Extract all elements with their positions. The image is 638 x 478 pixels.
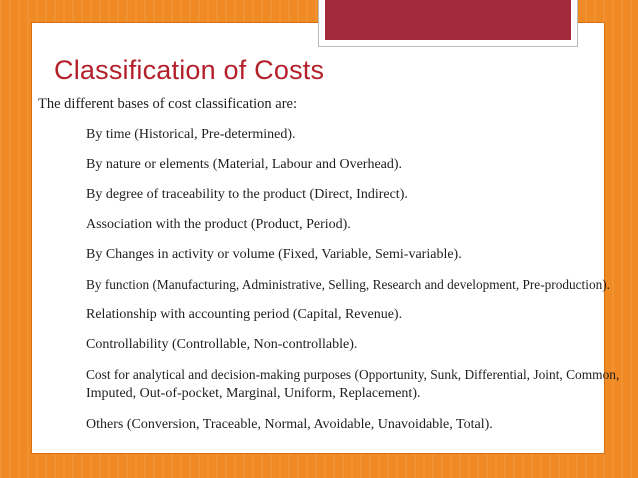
accent-bar xyxy=(325,0,571,40)
item-text: By time (Historical, Pre-determined). xyxy=(86,127,296,142)
item-text-continuation: Imputed, Out-of-pocket, Marginal, Uniform, Replacement). xyxy=(86,386,421,401)
item-text: By nature or elements (Material, Labour and Overhead). xyxy=(86,157,403,172)
item-text: Relationship with accounting period (Capital, Revenue). xyxy=(86,307,403,322)
item-text: By degree of traceability to the product (Direct, Indirect). xyxy=(86,187,408,202)
slide-title: Classification of Costs xyxy=(54,55,325,85)
item-text: Others (Conversion, Traceable, Normal, Avoidable, Unavoidable, Total). xyxy=(86,417,493,432)
item-text: By function (Manufacturing, Administrative, Selling, Research and development, Pre-production). xyxy=(86,277,610,292)
item-text: Controllability (Controllable, Non-controllable). xyxy=(86,337,358,352)
intro-text: The different bases of cost classification are: xyxy=(38,96,298,112)
item-text: Association with the product (Product, Period). xyxy=(86,217,351,232)
item-text: Cost for analytical and decision-making purposes (Opportunity, Sunk, Differential, Joint, Common, xyxy=(86,367,620,382)
item-text: By Changes in activity or volume (Fixed, Variable, Semi-variable). xyxy=(86,247,462,262)
